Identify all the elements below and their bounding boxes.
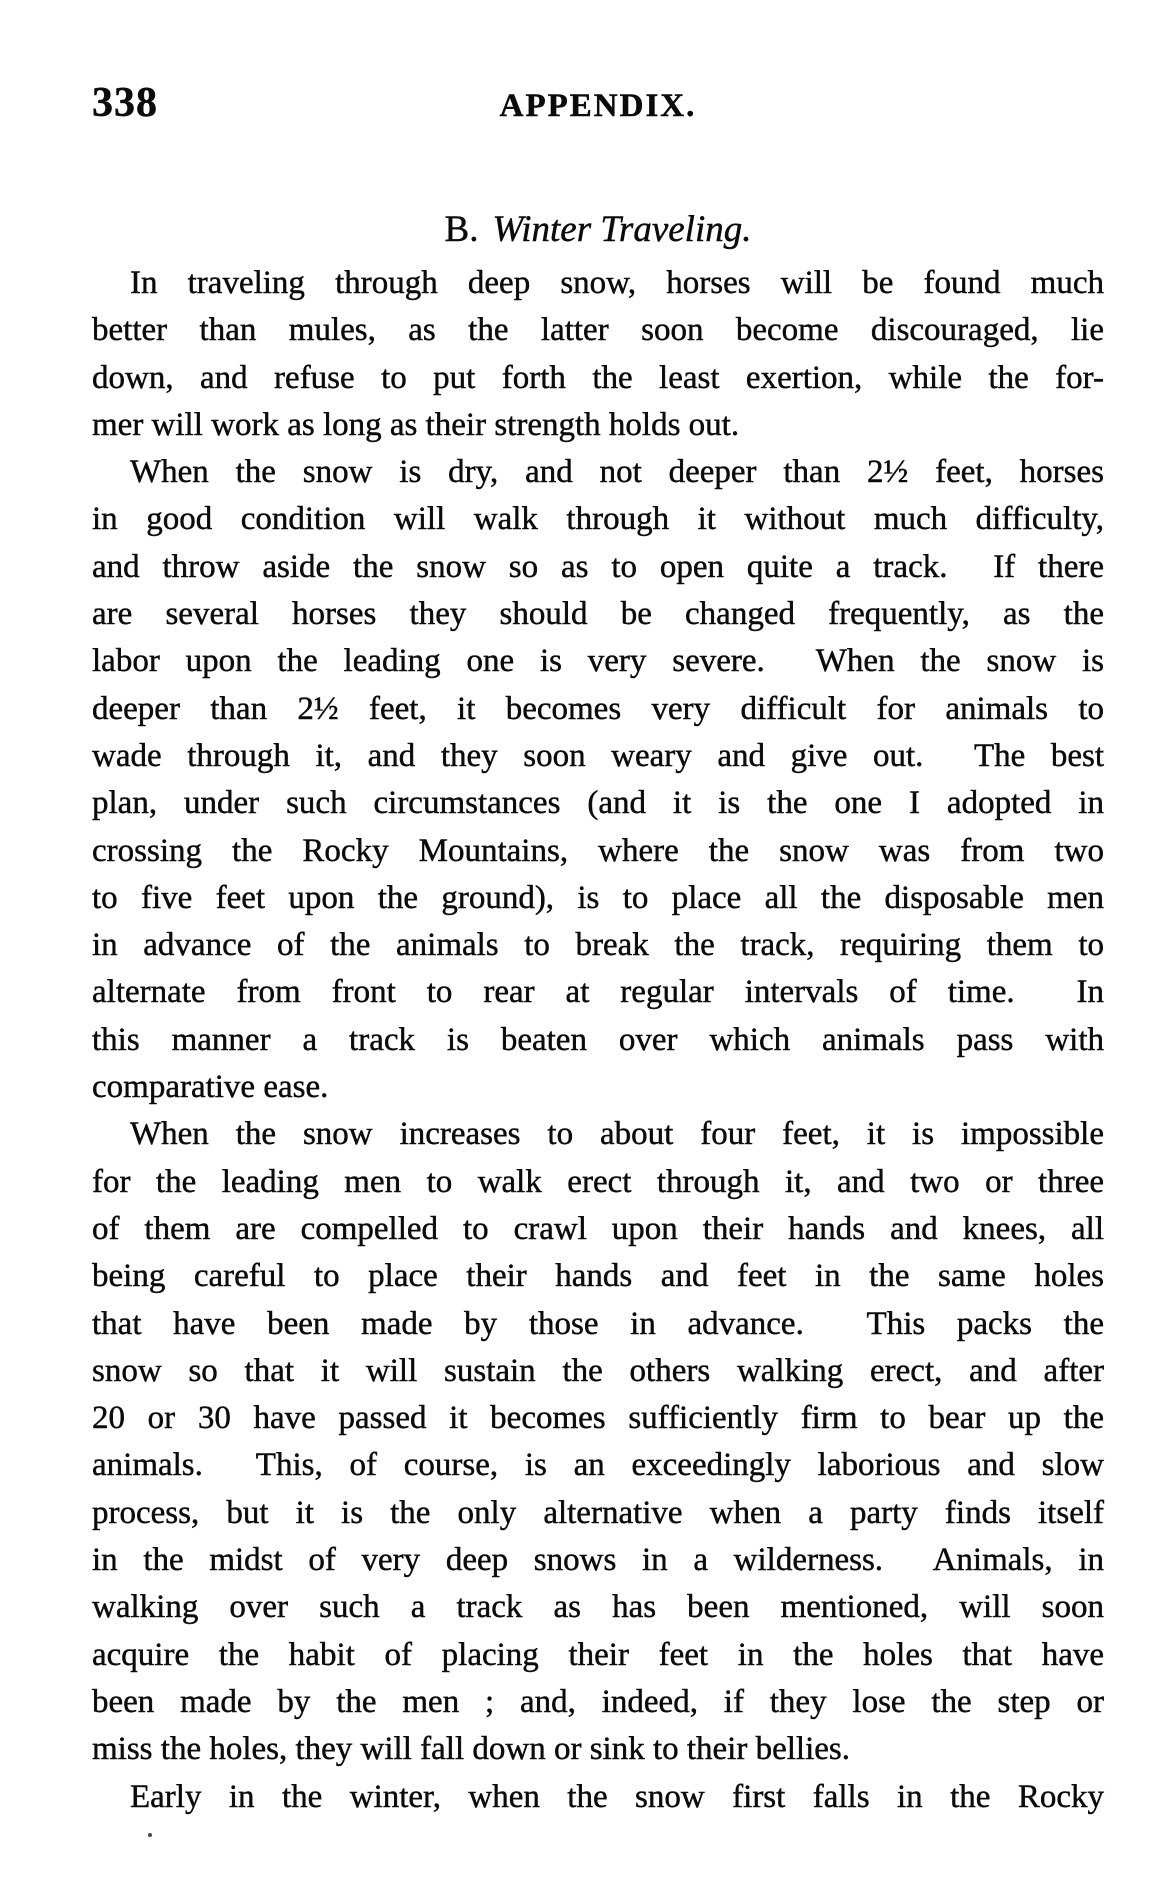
text-line: in advance of the animals to break the track, requiring them to [92,927,1104,964]
text-line: snow so that it will sustain the others walking erect, and after [92,1352,1104,1389]
text-line: down, and refuse to put forth the least exertion, while the for- [92,359,1104,396]
page-header [92,80,1104,126]
paragraph [92,260,1104,449]
text-line: been made by the men ; and, indeed, if they lose the step or [92,1683,1104,1720]
text-line: that have been made by those in advance. This packs the [92,1305,1104,1342]
scan-speckle [148,1833,152,1837]
text-line: labor upon the leading one is very severe. When the snow is [92,643,1104,680]
running-title: APPENDIX. [499,88,697,124]
text-line: acquire the habit of placing their feet in the holes that have [92,1636,1104,1673]
section-label: B. [444,209,479,250]
text-line: Early in the winter, when the snow first falls in the Rocky [130,1778,1104,1815]
text-line: and throw aside the snow so as to open quite a track. If there [92,548,1104,585]
paragraph [92,449,1104,1111]
text-line: being careful to place their hands and feet in the same holes [92,1258,1104,1295]
text-line: in good condition will walk through it without much difficulty, [92,501,1104,538]
body-text [92,260,1104,1821]
section-heading [92,208,1104,252]
text-line: 20 or 30 have passed it becomes sufficiently firm to bear up the [92,1400,1104,1437]
text-line: of them are compelled to crawl upon their hands and knees, all [92,1210,1104,1247]
text-line: this manner a track is beaten over which animals pass with [92,1021,1104,1058]
text-line: process, but it is the only alternative when a party finds itself [92,1494,1104,1531]
text-line: When the snow is dry, and not deeper than 2½ feet, horses [130,454,1104,491]
text-line: are several horses they should be changed frequently, as the [92,596,1104,633]
text-line: to five feet upon the ground), is to place all the disposable men [92,879,1104,916]
paragraph [92,1774,1104,1821]
text-line: When the snow increases to about four feet, it is impossible [130,1116,1104,1153]
text-line: alternate from front to rear at regular intervals of time. In [92,974,1104,1011]
text-line: better than mules, as the latter soon become discouraged, lie [92,312,1104,349]
text-line: plan, under such circumstances (and it is the one I adopted in [92,785,1104,822]
text-line: wade through it, and they soon weary and give out. The best [92,737,1104,774]
text-line: mer will work as long as their strength holds out. [92,406,740,443]
section-title: Winter Traveling. [492,209,752,250]
text-line: deeper than 2½ feet, it becomes very difficult for animals to [92,690,1104,727]
text-line: in the midst of very deep snows in a wilderness. Animals, in [92,1542,1104,1579]
text-line: comparative ease. [92,1069,329,1106]
text-line: crossing the Rocky Mountains, where the snow was from two [92,832,1104,869]
paragraph [92,1111,1104,1773]
text-line: In traveling through deep snow, horses will be found much [130,265,1104,301]
text-line: walking over such a track as has been mentioned, will soon [92,1589,1104,1626]
text-line: miss the holes, they will fall down or sink to their bellies. [92,1731,850,1768]
text-line: for the leading men to walk erect through it, and two or three [92,1163,1104,1200]
page-number: 338 [92,80,158,126]
text-line: animals. This, of course, is an exceedingly laborious and slow [92,1447,1104,1484]
